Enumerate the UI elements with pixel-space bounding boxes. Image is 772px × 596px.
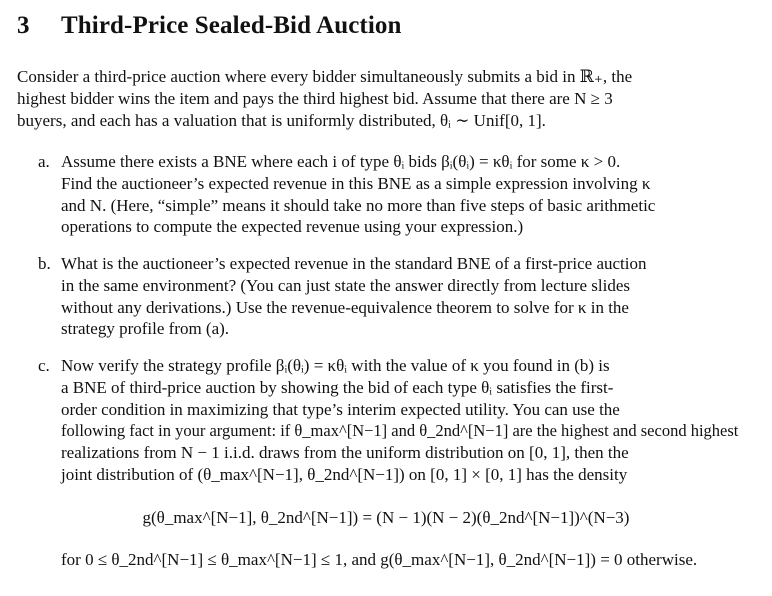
item-a-marker: a. xyxy=(38,152,50,171)
item-b-line: without any derivations.) Use the revenue-equivalence theorem to solve for κ in the xyxy=(61,298,629,317)
section-number: 3 xyxy=(17,12,30,39)
item-a-line: operations to compute the expected revenue using your expression.) xyxy=(61,217,524,236)
item-a-line: Assume there exists a BNE where each i of type θᵢ bids βᵢ(θᵢ) = κθᵢ for some κ > 0. xyxy=(61,152,621,171)
item-a-line: and N. (Here, “simple” means it should take no more than five steps of basic arithmetic xyxy=(61,196,656,215)
item-b-line: in the same environment? (You can just state the answer directly from lecture slides xyxy=(61,276,631,295)
item-c-line: realizations from N − 1 i.i.d. draws from the uniform distribution on [0, 1], then the xyxy=(61,443,629,462)
item-a-line: Find the auctioneer’s expected revenue in this BNE as a simple expression involving κ xyxy=(61,174,651,193)
density-support-line: for 0 ≤ θ_2nd^[N−1] ≤ θ_max^[N−1] ≤ 1, and g(θ_max^[N−1], θ_2nd^[N−1]) = 0 otherwise. xyxy=(61,550,698,569)
item-c-line: a BNE of third-price auction by showing the bid of each type θᵢ satisfies the first- xyxy=(61,378,614,397)
item-c-marker: c. xyxy=(38,356,50,375)
intro-line: buyers, and each has a valuation that is uniformly distributed, θᵢ ∼ Unif[0, 1]. xyxy=(17,111,546,130)
section-heading xyxy=(17,12,402,40)
section-title: Third-Price Sealed-Bid Auction xyxy=(61,12,402,39)
item-c-line: following fact in your argument: if θ_max^[N−1] and θ_2nd^[N−1] are the highest and second highest xyxy=(61,421,739,440)
item-b-marker: b. xyxy=(38,254,51,273)
density-equation: g(θ_max^[N−1], θ_2nd^[N−1]) = (N − 1)(N − 2)(θ_2nd^[N−1])^(N−3) xyxy=(142,508,630,527)
intro-line: highest bidder wins the item and pays the third highest bid. Assume that there are N ≥ 3 xyxy=(17,89,613,108)
item-c-line: Now verify the strategy profile βᵢ(θᵢ) = κθᵢ with the value of κ you found in (b) is xyxy=(61,356,610,375)
item-c-line: order condition in maximizing that type’s interim expected utility. You can use the xyxy=(61,400,620,419)
item-c-line: joint distribution of (θ_max^[N−1], θ_2nd^[N−1]) on [0, 1] × [0, 1] has the density xyxy=(61,465,628,484)
intro-line: Consider a third-price auction where every bidder simultaneously submits a bid in ℝ₊, the xyxy=(17,67,633,86)
item-b-line: What is the auctioneer’s expected revenue in the standard BNE of a first-price auction xyxy=(61,254,647,273)
item-b-line: strategy profile from (a). xyxy=(61,319,230,338)
